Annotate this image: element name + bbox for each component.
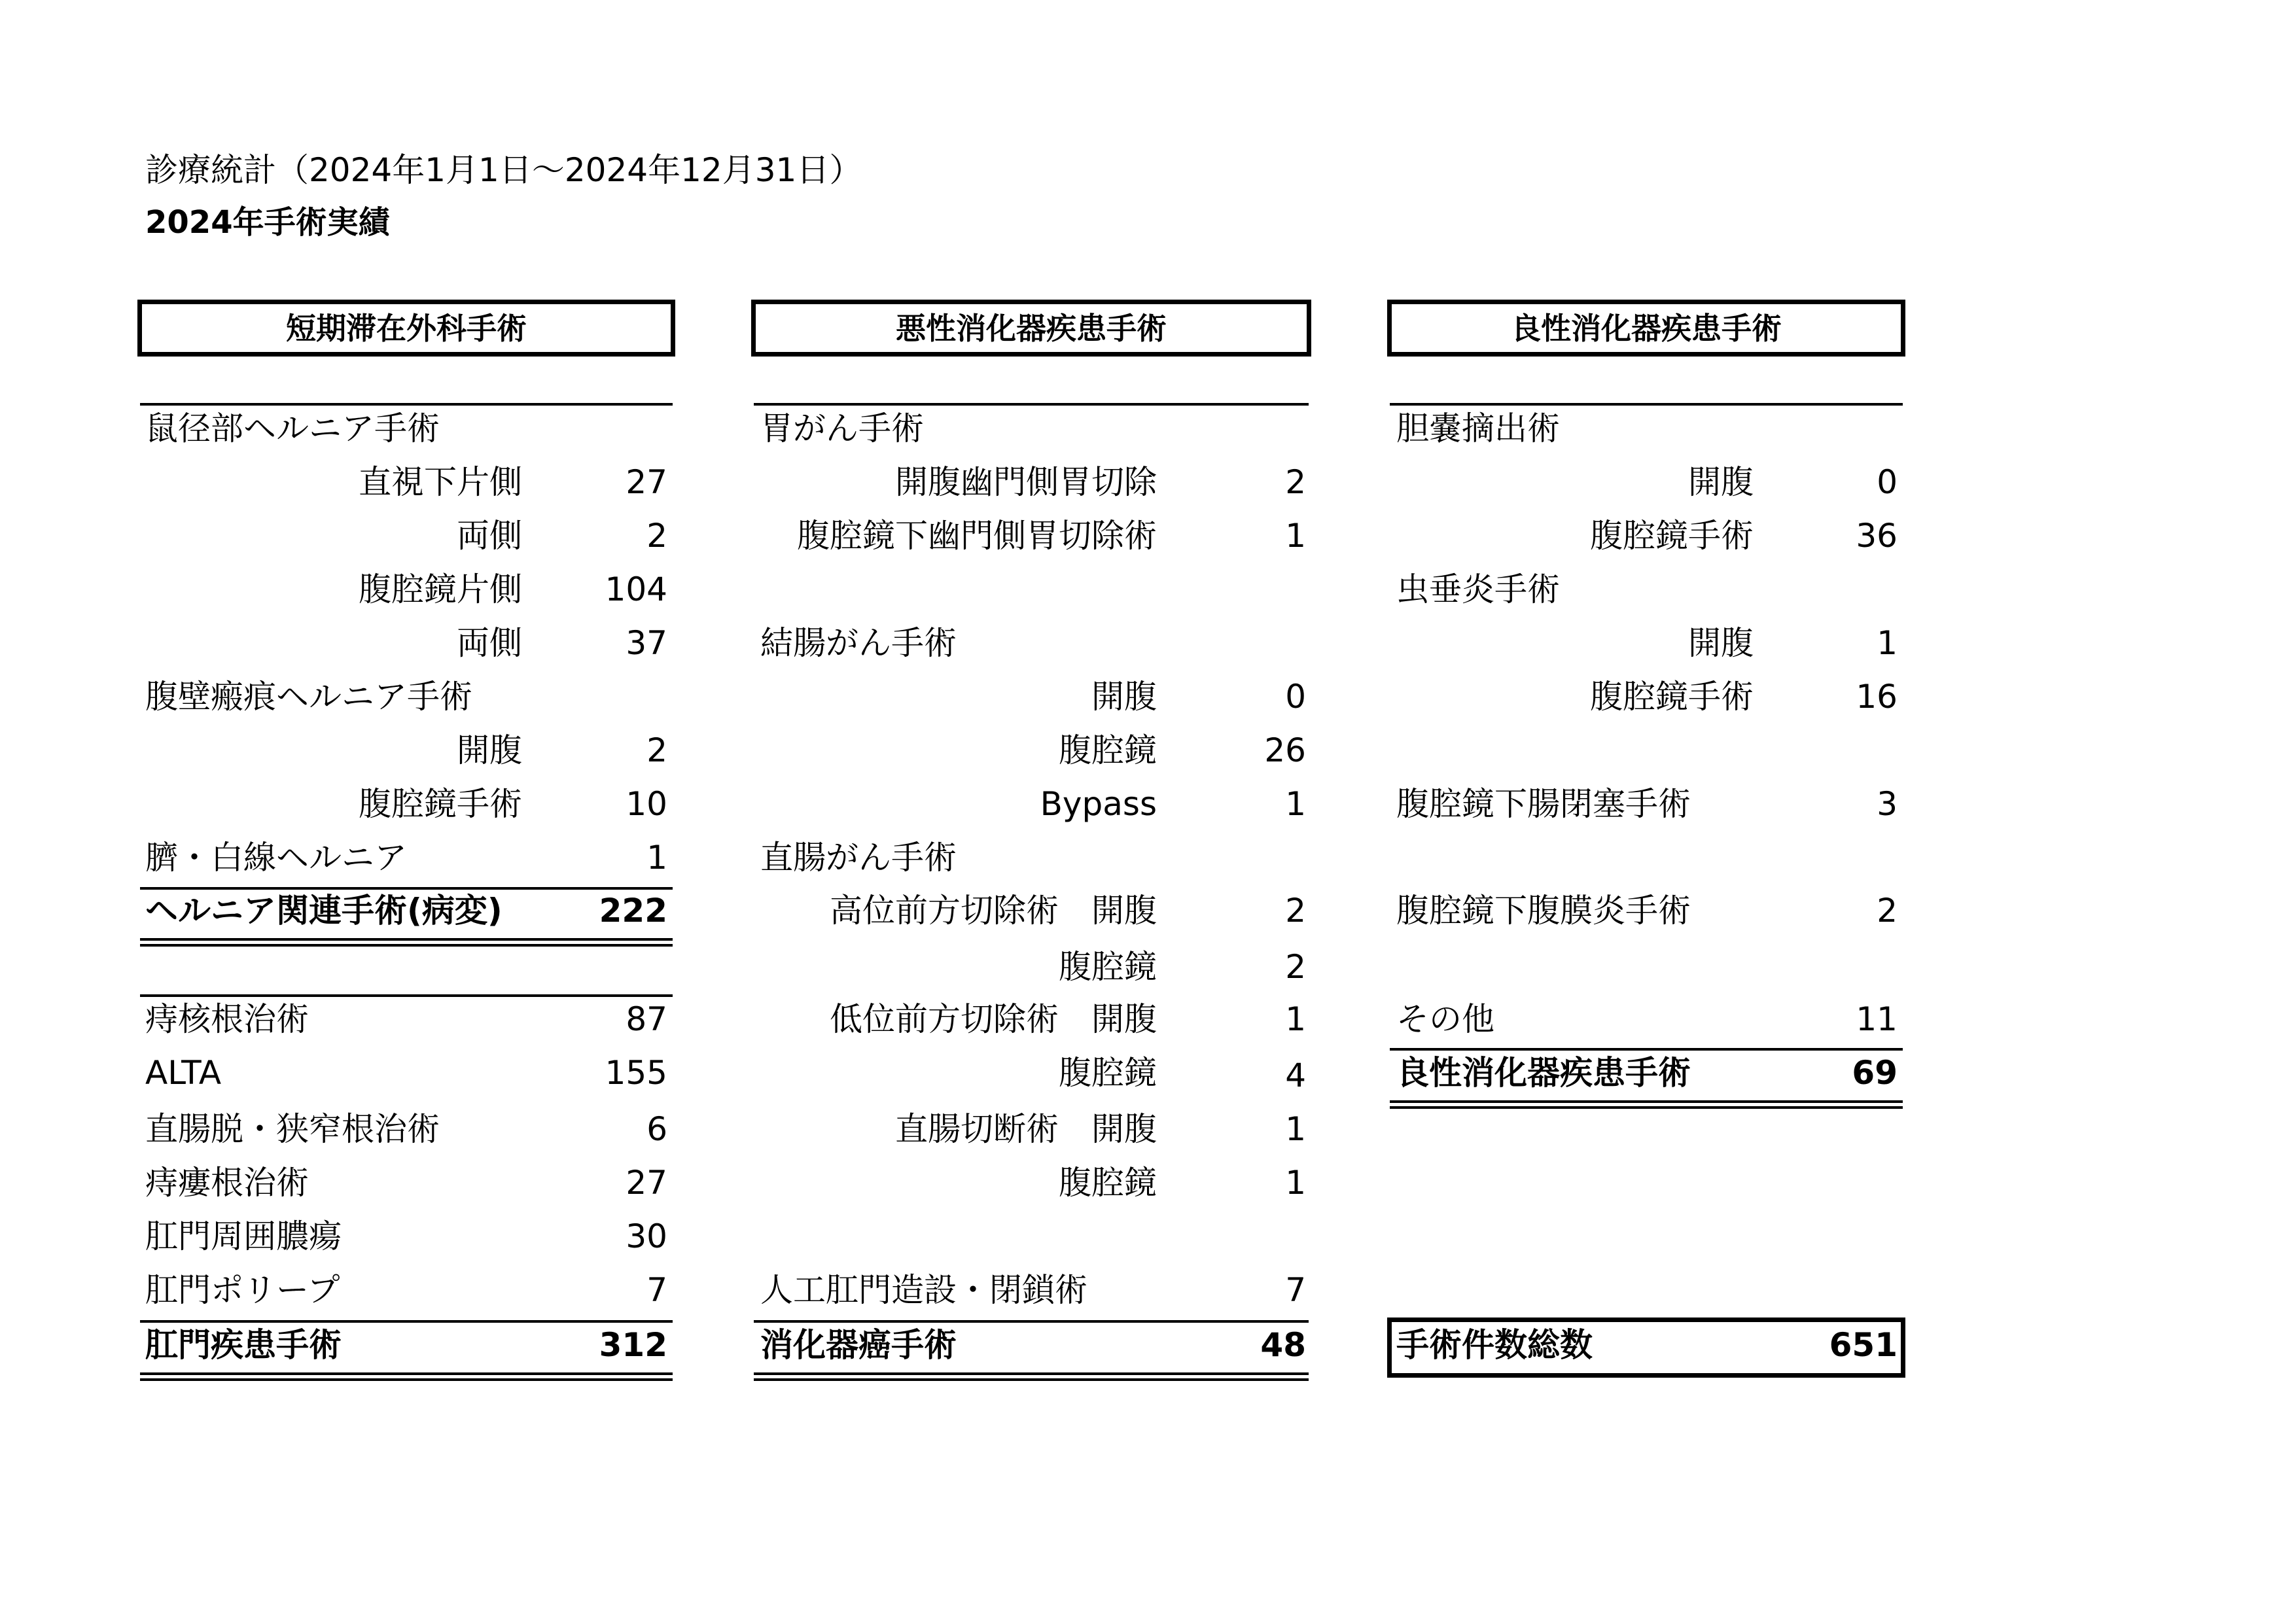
col1-header: 短期滞在外科手術 — [286, 311, 527, 346]
umbilical-hernia-label: 臍・白線ヘルニア — [145, 839, 407, 877]
table-row-label: 開腹幽門側胃切除 — [895, 463, 1157, 501]
table-row-label: 直腸切断術 開腹 — [895, 1110, 1157, 1148]
table-row-value: 104 — [605, 570, 667, 608]
table-row-label: 両側 — [457, 624, 522, 662]
col2-total-value: 48 — [1260, 1326, 1306, 1364]
table-row-value: 7 — [646, 1271, 667, 1309]
grand-total-value: 651 — [1829, 1326, 1898, 1364]
stoma-value: 7 — [1285, 1271, 1306, 1309]
peritonitis-label: 腹腔鏡下腹膜炎手術 — [1396, 892, 1691, 930]
table-row-label: 痔核根治術 — [145, 1000, 309, 1038]
ileus-label: 腹腔鏡下腸閉塞手術 — [1396, 785, 1691, 823]
col3-total-rule — [1390, 1048, 1903, 1051]
table-row-label: 腹腔鏡 — [1059, 1054, 1157, 1092]
table-row-value: 2 — [1285, 948, 1306, 986]
rectal-cancer-label: 直腸がん手術 — [760, 839, 957, 877]
col3-total-label: 良性消化器疾患手術 — [1396, 1054, 1691, 1092]
table-row-value: 1 — [1285, 1164, 1306, 1202]
table-row-value: 0 — [1285, 678, 1306, 716]
stoma-label: 人工肛門造設・閉鎖術 — [760, 1271, 1087, 1309]
table-row-label: 肛門周囲膿瘍 — [145, 1217, 342, 1255]
anal-total-double-rule — [140, 1372, 673, 1381]
page-title: 診療統計（2024年1月1日～2024年12月31日） — [145, 151, 862, 189]
table-row-value: 10 — [626, 785, 667, 823]
table-row-value: 16 — [1856, 678, 1898, 716]
table-row-value: 1 — [1877, 624, 1898, 662]
ventral-hernia-label: 腹壁瘢痕ヘルニア手術 — [145, 678, 472, 716]
table-row-label: 腹腔鏡片側 — [359, 570, 522, 608]
table-row-value: 87 — [626, 1000, 667, 1038]
col3-total-value: 69 — [1852, 1054, 1898, 1092]
col3-total-double-rule — [1390, 1100, 1903, 1109]
gastric-cancer-label: 胃がん手術 — [760, 410, 924, 447]
col3-header: 良性消化器疾患手術 — [1511, 311, 1782, 346]
col1-header-box — [137, 300, 675, 357]
table-row-value: 37 — [626, 624, 667, 662]
inguinal-hernia-label: 鼠径部ヘルニア手術 — [145, 410, 440, 447]
appendicitis-label: 虫垂炎手術 — [1396, 570, 1560, 608]
table-row-label: 腹腔鏡手術 — [359, 785, 522, 823]
table-row-label: 低位前方切除術 開腹 — [830, 1000, 1157, 1038]
other-value: 11 — [1856, 1000, 1898, 1038]
table-row-value: 2 — [1285, 892, 1306, 930]
table-row-value: 30 — [626, 1217, 667, 1255]
col2-header: 悪性消化器疾患手術 — [896, 311, 1167, 346]
col1-top-rule — [140, 403, 673, 406]
table-row-label: 開腹 — [457, 731, 522, 769]
hernia-total-rule — [140, 887, 673, 890]
hernia-total-label: ヘルニア関連手術(病変) — [145, 892, 503, 930]
table-row-value: 1 — [1285, 785, 1306, 823]
table-row-value: 0 — [1877, 463, 1898, 501]
table-row-value: 2 — [646, 731, 667, 769]
table-row-label: 腹腔鏡 — [1059, 948, 1157, 986]
col2-header-box — [751, 300, 1311, 357]
table-row-value: 36 — [1856, 517, 1898, 555]
table-row-label: Bypass — [1040, 785, 1157, 823]
table-row-label: 腹腔鏡下幽門側胃切除術 — [797, 517, 1157, 555]
col2-total-rule — [754, 1320, 1309, 1323]
hernia-total-value: 222 — [599, 892, 667, 930]
table-row-label: 腹腔鏡 — [1059, 731, 1157, 769]
table-row-label: 開腹 — [1688, 624, 1754, 662]
other-label: その他 — [1396, 1000, 1494, 1038]
colon-cancer-label: 結腸がん手術 — [760, 624, 957, 662]
table-row-label: 肛門ポリープ — [145, 1271, 340, 1309]
table-row-value: 1 — [1285, 1000, 1306, 1038]
table-row-value: 155 — [605, 1054, 667, 1092]
table-row-label: 高位前方切除術 開腹 — [830, 892, 1157, 930]
col2-top-rule — [754, 403, 1309, 406]
anal-total-value: 312 — [599, 1326, 667, 1364]
page-subtitle: 2024年手術実績 — [145, 204, 390, 241]
table-row-label: 直腸脱・狭窄根治術 — [145, 1110, 440, 1148]
table-row-value: 6 — [646, 1110, 667, 1148]
table-row-label: 直視下片側 — [359, 463, 522, 501]
table-row-value: 2 — [1285, 463, 1306, 501]
table-row-value: 27 — [626, 1164, 667, 1202]
hernia-total-double-rule — [140, 938, 673, 947]
table-row-label: 両側 — [457, 517, 522, 555]
anal-top-rule — [140, 994, 673, 997]
col3-header-box — [1387, 300, 1905, 357]
anal-total-rule — [140, 1320, 673, 1323]
table-row-label: 腹腔鏡手術 — [1590, 517, 1754, 555]
table-row-label: 腹腔鏡手術 — [1590, 678, 1754, 716]
col2-total-double-rule — [754, 1372, 1309, 1381]
peritonitis-value: 2 — [1877, 892, 1898, 930]
grand-total-label: 手術件数総数 — [1396, 1326, 1593, 1364]
col2-total-label: 消化器癌手術 — [760, 1326, 957, 1364]
table-row-value: 2 — [646, 517, 667, 555]
table-row-value: 26 — [1264, 731, 1306, 769]
table-row-value: 4 — [1285, 1056, 1306, 1094]
table-row-value: 1 — [1285, 1110, 1306, 1148]
gallbladder-label: 胆嚢摘出術 — [1396, 410, 1560, 447]
table-row-label: 痔瘻根治術 — [145, 1164, 309, 1202]
table-row-value: 1 — [1285, 517, 1306, 555]
anal-total-label: 肛門疾患手術 — [145, 1326, 342, 1364]
umbilical-hernia-value: 1 — [646, 839, 667, 877]
table-row-label: 開腹 — [1091, 678, 1157, 716]
table-row-label: ALTA — [145, 1054, 222, 1092]
table-row-value: 27 — [626, 463, 667, 501]
ileus-value: 3 — [1877, 785, 1898, 823]
col3-top-rule — [1390, 403, 1903, 406]
table-row-label: 開腹 — [1688, 463, 1754, 501]
table-row-label: 腹腔鏡 — [1059, 1164, 1157, 1202]
